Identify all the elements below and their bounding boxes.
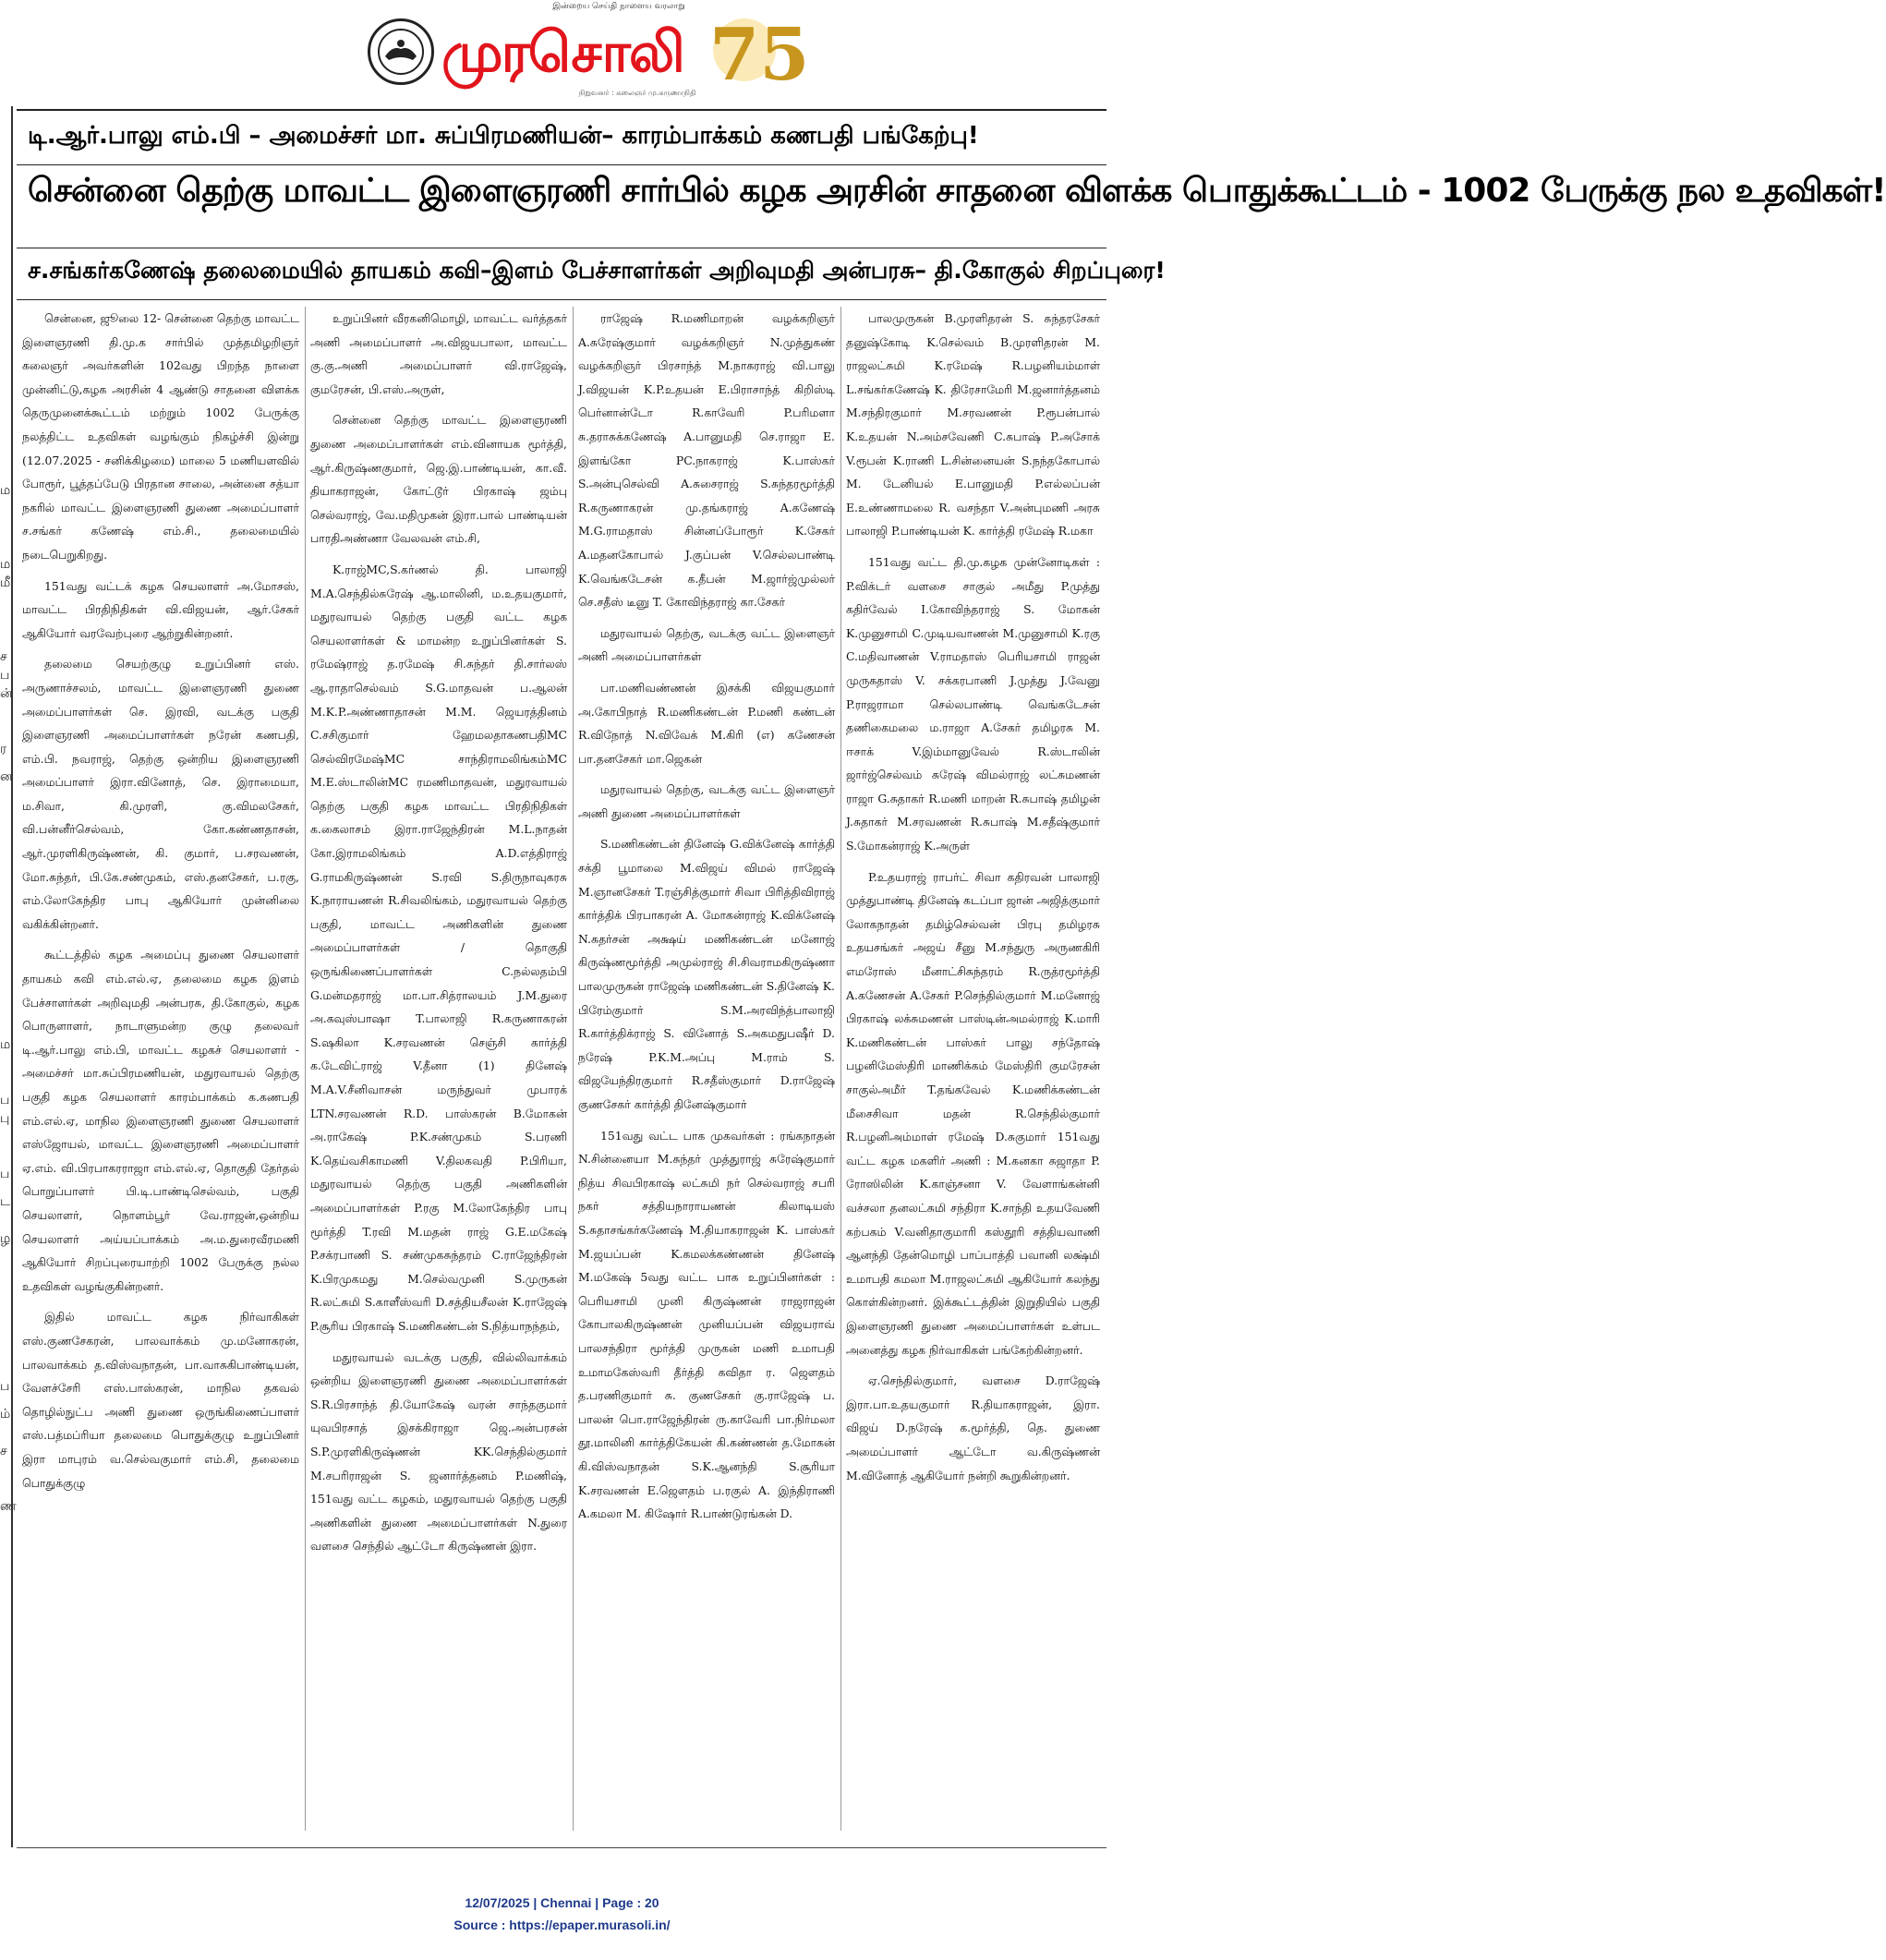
clipped-glyph: மீ [0, 575, 11, 590]
clipped-glyph: ம [0, 483, 11, 498]
clipped-glyph: ன் [0, 686, 13, 701]
article-paragraph: உறுப்பினர் வீரகனிமொழி, மாவட்ட வர்த்தகர் அணி அமைப்பாளர் அ.விஜயபாலா, மாவட்ட கு.கு.அணி அமைப்பாளர் வி.ராஜேஷ், குமரேசன், பி.எஸ்.அருள், [310, 311, 567, 396]
clipped-glyph: ட [0, 1194, 11, 1209]
article-paragraph: ஏ.செந்தில்குமார், வளசை D.ராஜேஷ் இரா.பா.உதயகுமார் R.தியாகராஜன், இரா. விஜய் D.நரேஷ் க.மூர்த்தி, தெ. துணை அமைப்பாளர் ஆட்டோ வ.கிருஷ்ணன் M.வினோத் ஆகியோர் நன்றி கூறுகின்றனர். [846, 1373, 1100, 1482]
clipped-glyph: ச [0, 1444, 7, 1458]
article-paragraph: 151வது வட்ட தி.மு.கழக முன்னோடிகள் : P.விக்டர் வளசை சாகுல் அமீது P.முத்து கதிர்வேல் I.கோவிந்தராஜ் S. மோகன் K.முனுசாமி C.முடியவாணன் M.முனுசாமி K.ரகு C.மதிவாணன் V.ராமதாஸ் பெரியசாமி ராஜன் முருகதாஸ் V. சக்கரபாணி J.முத்து J.வேனு P.ராஜராமா செல்லபாண்டி வெங்கடேசன் தணிகைமலை ம.ராஜா A.சேகர் தமிழரசு M. ஈசாக் V.இம்மானுவேல் R.ஸ்டாலின் ஜார்ஜ்செல்வம் சுரேஷ் விமல்ராஜ் லட்சுமணன் ராஜா G.சுதாகர் R.மணி மாறன் R.சுபாஷ் தமிழன் J.சுதாகர் M.சரவணன் R.சுபாஷ் M.சதீஷ்குமார் S.மோகன்ராஜ் K.அருள் [846, 554, 1100, 853]
page-dateline: 12/07/2025 | Chennai | Page : 20 [465, 1895, 659, 1910]
anniversary-number: 75 [709, 13, 810, 97]
article-paragraph: K.ராஜ்MC,S.கர்ணல் தி. பாலாஜி M.A.செந்தில்சுரேஷ் ஆ.மாலினி, ம.உதயகுமார், மதுரவாயல் தெற்கு பகுதி வட்ட கழக செயலாளர்கள் & மாமன்ற உறுப்பினர்கள் S. ரமேஷ்ராஜ் த.ரமேஷ் சி.சுந்தர் தி.சார்லஸ் ஆ.ராதாசெல்வம் S.G.மாதவன் ப.ஆலன் M.K.P.அண்ணாதாசன் M.M. ஜெயரத்தினம் C.சசிகுமார் ஹேமலதாகணபதிMC செல்விரமேஷ்MC சாந்திராமலிங்கம்MC M.E.ஸ்டாலின்MC ரமணிமாதவன், மதுரவாயல் தெற்கு பகுதி கழக மாவட்ட பிரதிநிதிகள் க.கைலாசம் இரா.ராஜேந்திரன் M.L.நாதன் கோ.இராமலிங்கம் A.D.எத்திராஜ் G.ராமகிருஷ்ணன் S.ரவி S.திருநாவுகரசு K.நாராயணன் R.சிவலிங்கம், மதுரவாயல் தெற்கு பகுதி, மாவட்ட அணிகளின் துணை அமைப்பாளர்கள் / தொகுதி ஒருங்கிணைப்பாளர்கள் C.நல்லதம்பி G.மன்மதராஜ் மா.பா.சித்ராலயம் J.M.துரை அ.கவுஸ்பாஷா T.பாலாஜி R.கருணாகரன் S.ஷகிலா K.சரவணன் செஞ்சி கார்த்தி க.டேவிட்ராஜ் V.தீனா (1) தினேஷ் M.A.V.சீனிவாசன் மருந்துவர் முபாரக் LTN.சரவணன் R.D. பாஸ்கரன் B.மோகன் அ.ராகேஷ் P.K.சண்முகம் S.பரணி K.தெய்வசிகாமணி V.திலகவதி P.பிரியா, மதுரவாயல் தெற்கு பகுதி அணிகளின் அமைப்பாளர்கள் P.ரகு M.லோகேந்திர பாபு மூர்த்தி T.ரவி M.மதன் ராஜ் G.E.மகேஷ் P.சக்ரபாணி S. சண்முகசுந்தரம் C.ராஜேந்திரன் K.பிரமுகமது M.செல்வமுனி S.முருகன் R.லட்சுமி S.காளீஸ்வரி D.சத்தியசீலன் K.ராஜேஷ் P.சூரிய பிரகாஷ் S.மணிகண்டன் S.நித்யாநந்தம், [310, 562, 567, 1333]
headline-divider [17, 164, 1106, 165]
article-paragraph: ராஜேஷ் R.மணிமாறன் வழக்கறிஞர் A.சுரேஷ்குமார் வழக்கறிஞர் N.முத்துகண் வழக்கறிஞர் பிரசாந்த் M.நாகராஜ் வி.பாலு J.விஜயன் K.P.உதயன் E.பிராசாந்த் கிறிஸ்டி பெர்னான்டோ R.காவேரி P.பரிமளா சு.தராசுக்கணேஷ் A.பானுமதி செ.ராஜா E. இளங்கோ PC.நாகராஜ் K.பாஸ்கர் S.அன்புசெல்வி A.சுசைராஜ் S.சுந்தரமூர்த்தி R.கருணாகரன் மு.தங்கராஜ் A.கணேஷ் M.G.ராமதாஸ் சின்னப்போரூர் K.சேகர் A.மதனகோபால் J.குப்பன் V.செல்லபாண்டி K.வெங்கடேசன் க.தீபன் M.ஜார்ஜ்முல்லர் செ.சதீஸ் டீனு T. கோவிந்தராஜ் கா.சேகர் [578, 311, 835, 610]
clipped-glyph: ழ [0, 1231, 11, 1246]
article-paragraph: பா.மணிவண்ணன் இசக்கி விஜயகுமார் அ.கோபிநாத் R.மணிகண்டன் P.மணி கண்டன் R.விநோத் N.விவேக் M.கிரி (எ) கணேசன் பா.தனசேகர் மா.ஜெகன் [578, 680, 835, 766]
clipped-adjacent-column [0, 106, 17, 1847]
article-paragraph: 151வது வட்டக் கழக செயலாளர் அ.மோசஸ், மாவட்ட பிரதிநிதிகள் வி.விஜயன், ஆர்.சேகர் ஆகியோர் வரவேற்புரை ஆற்றுகின்றனர். [22, 578, 299, 640]
column-divider [305, 307, 306, 1831]
clipped-glyph: ர [0, 742, 7, 756]
article-paragraph: மதுரவாயல் வடக்கு பகுதி, வில்லிவாக்கம் ஒன்றிய இளைஞரணி துணை அமைப்பாளர்கள் S.R.பிரசாந்த் தி.யோகேஷ் வரன் சாந்தகுமார் யுவபிரசாத் இசக்கிராஜா ஜெ.அன்பரசன் S.P.முரளிகிருஷ்ணன் KK.செந்தில்குமார் M.சபரிராஜன் S. ஜனார்த்தனம் P.மணிஷ், 151வது வட்ட கழகம், மதுரவாயல் தெற்கு பகுதி அணிகளின் துணை அமைப்பாளர்கள் N.துரை வளசை செந்தில் ஆட்டோ கிருஷ்ணன் இரா. [310, 1349, 567, 1554]
article-paragraph: S.மணிகண்டன் தினேஷ் G.விக்னேஷ் கார்த்தி சக்தி பூமாலை M.விஜய் விமல் ராஜேஷ் M.ஞானசேகர் T.ரஞ்சித்குமார் சிவா பிரித்திவிராஜ் கார்த்திக் பிரபாகரன் A. மோகன்ராஜ் K.விக்னேஷ் N.சுதர்சன் அக்ஷய் மணிகண்டன் மனோஜ் கிருஷ்ணமூர்த்தி அமுல்ராஜ் சி.சிவராமகிருஷ்ணா பாலமுருகன் ராஜேஷ் மணிகண்டன் S.தினேஷ் K. பிரேம்குமார் S.M.அரவிந்த்பாலாஜி R.கார்த்திக்ராஜ் S. வினோத் S.அகமதுபஷீர் D. நரேஷ் P.K.M.அப்பு M.ராம் S. விஜயேந்திரகுமார் R.சதீஸ்குமார் D.ராஜேஷ் குணசேகர் கார்த்தி தினேஷ்குமார் [578, 837, 835, 1111]
newspaper-name: முரசொலி [441, 20, 683, 85]
article-paragraph: 151வது வட்ட பாக முகவர்கள் : ரங்கநாதன் N.சின்னையா M.சுந்தர் முத்துராஜ் சுரேஷ்குமார் நித்ய சிவபிரகாஷ் லட்சுமி நர் செல்வராஜ் சபரி நகர் சத்தியநாராயணன் கிலாடியஸ் S.சுதாசங்கர்கணேஷ் M.தியாகராஜன் K. பாஸ்கர் M.ஜயப்பன் K.கமலக்கண்ணன் தினேஷ் M.மகேஷ் 5வது வட்ட பாக உறுப்பினர்கள் : பெரியசாமி முனி கிருஷ்ணன் ராஜராஜன் கோபாலகிருஷ்ணன் முனியப்பன் விஜயராவ் பாலசந்திரா மூர்த்தி முருகன் மணி உமாபதி உமாமகேஸ்வரி தீர்த்தி கவிதா ர. ஜெளதம் த.பரணிகுமார் சு. குணசேகர் கு.ராஜேஷ் ப. பாலன் பொ.ராஜேந்திரன் ரு.காவேரி பா.நிர்மலா தூ.மாலினி கார்த்திகேயன் கி.கண்ணன் த.மோகன் கி.விஸ்வநாதன் S.K.ஆனந்தி S.சூரியா K.சரவணன் E.ஜெளதம் ப.ரகுல் A. இந்திராணி A.கமலா M. கிஷோர் R.பாண்டுரங்கன் D. [578, 1128, 835, 1521]
column-divider [573, 307, 574, 1831]
headline-kicker: டி.ஆர்.பாலு எம்.பி – அமைச்சர் மா. சுப்பிரமணியன்– காரம்பாக்கம் கணபதி பங்கேற்பு! [28, 122, 979, 150]
anniversary-75-badge [702, 4, 810, 97]
article-paragraph: சென்னை தெற்கு மாவட்ட இளைஞரணி துணை அமைப்பாளர்கள் எம்.வினாயக மூர்த்தி, ஆர்.கிருஷ்ணகுமார், ஜெ.இ.பாண்டியன், கா.வீ. தியாகராஜன், கோட்டூர் பிரகாஷ் ஜம்பு செல்வராஜ், வே.மதிமுகன் இரா.பால் பாண்டியன் பாரதிஅண்ணா வேலவன் எம்.சி, [310, 413, 567, 546]
article-column-1 [22, 307, 299, 1840]
article-paragraph: சென்னை, ஜூலை 12- சென்னை தெற்கு மாவட்ட இளைஞரணி தி.மு.க சார்பில் முத்தமிழறிஞர் கலைஞர் அவர்களின் 102வது பிறந்த நாளை முன்னிட்டு,கழக அரசின் 4 ஆண்டு சாதனை விளக்க தெருமுனைக்கூட்டம் மற்றும் 1002 பேருக்கு நலத்திட்ட உதவிகள் வழங்கும் நிகழ்ச்சி இன்று (12.07.2025 - சனிக்கிழமை) மாலை 5 மணியளவில் போரூர், பூத்தப்பேடு பிரதான சாலை, அன்னை சத்யா நகரில் மாவட்ட இளைஞரணி துணை அமைப்பாளர் ச.சங்கர் கணேஷ் எம்.சி., தலைமையில் நடைபெறுகிறது. [22, 311, 299, 562]
masthead-founder-line: நிறுவனர் : கலைஞர் மு.கருணாநிதி [578, 89, 696, 97]
main-headline: சென்னை தெற்கு மாவட்ட இளைஞரணி சார்பில் கழக அரசின் சாதனை விளக்க பொதுக்கூட்டம் - 1002 பேருக்கு நல உதவிகள்! [28, 172, 1886, 210]
article-paragraph: பாலமுருகன் B.முரளிதரன் S. சுந்தரசேகர் தனுஷ்கோடி K.செல்வம் B.முரளிதரன் M. ராஜலட்சுமி K.ரமேஷ் R.பழனியம்மாள் L.சங்கர்கணேஷ் K. திரேசாமேரி M.ஜனார்த்தனம் M.சந்திரகுமார் M.சரவணன் P.ரூபன்பால் K.உதயன் N.அம்சவேணி C.சுபாஷ் P.அசோக் V.ரூபன் K.ராணி L.சின்னையன் S.நந்தகோபால் M. டேனியல் E.பானுமதி P.எல்லப்பன் E.உண்ணாமலை R. வசந்தா V.அன்புமணி அரசு பாலாஜி P.பாண்டியன் K. கார்த்தி ரமேஷ் R.மகா [846, 311, 1100, 538]
masthead-tagline: இன்றைய செய்தி நாளைய வரலாறு [552, 2, 685, 11]
clipped-glyph: ம [0, 1037, 11, 1052]
article-paragraph: P.உதயராஜ் ராபர்ட் சிவா கதிரவன் பாலாஜி முத்துபாண்டி தினேஷ் கடப்பா ஜான் அஜித்குமார் லோகநாதன் தமிழ்செல்வன் பிரபு தமிழரசு உதயசங்கர் அஜய் சீனு M.சந்துரு அருணகிரி எமரோஸ் மீனாட்சிசுந்தரம் R.ருத்ரமூர்த்தி A.கணேசன் A.சேகர் P.செந்தில்குமார் M.மனோஜ் பிரகாஷ் லக்சுமணன் பாஸ்டின்அமல்ராஜ் K.மாரி K.மணிகண்டன் பாஸ்கர் பாலு சந்தோஷ் பழனிமேஸ்திரி மாணிக்கம் மேஸ்திரி குமரேசன் சாகுல்அமீர் T.தங்கவேல் K.மணிக்கண்டன் மீசைசிவா மதன் R.செந்தில்குமார் R.பழனிஅம்மாள் ரமேஷ் D.சுகுமார் 151வது வட்ட கழக மகளிர் அணி : M.கனகா சுஜாதா P. ரோஸிலின் K.காஞ்சனா V. வேளாங்கன்னி வச்சலா தனலட்சுமி சந்திரா K.சாந்தி உதயவேணி கற்பகம் V.வனிதாகுமாரி கஸ்தூரி சத்தியவாணி ஆனந்தி தேன்மொழி பாப்பாத்தி பவானி லக்ஷ்மி உமாபதி கமலா M.ராஜலட்சுமி ஆகியோர் கலந்து கொள்கின்றனர். இக்கூட்டத்தின் இறுதியில் பகுதி இளைஞரணி துணை அமைப்பாளர்கள் உள்பட அனைத்து கழக நிர்வாகிகள் பங்கேற்கின்றனர். [846, 869, 1100, 1357]
clipped-glyph: ப [0, 1167, 10, 1181]
source-link[interactable]: Source : https://epaper.murasoli.in/ [453, 1918, 671, 1932]
clipped-glyph: பு [0, 1111, 10, 1126]
page-bottom-rule [17, 1847, 1106, 1848]
clipped-glyph: ம [0, 557, 11, 572]
clipped-glyph: ப [0, 668, 10, 683]
party-emblem-icon [368, 18, 434, 85]
masthead-rule [17, 109, 1106, 111]
clipped-glyph: ச [0, 649, 7, 664]
article-column-4 [846, 307, 1100, 1840]
clipped-glyph: ம் [0, 1407, 11, 1422]
clipped-glyph: ப [0, 1379, 10, 1394]
clipped-glyph: ன [0, 769, 13, 784]
clipped-glyph: ப [0, 1093, 10, 1107]
article-paragraph: மதுரவாயல் தெற்கு, வடக்கு வட்ட இளைஞர் அணி அமைப்பாளர்கள் [578, 625, 835, 664]
clipped-glyph: ண [0, 1499, 17, 1514]
article-column-3 [578, 307, 835, 1840]
article-paragraph: கூட்டத்தில் கழக அமைப்பு துணை செயலாளர் தாயகம் கவி எம்.எல்.ஏ, தலைமை கழக இளம் பேச்சாளர்கள் அறிவுமதி அன்பரசு, தி.கோகுல், கழக பொருளாளர், நாடாளுமன்ற குழு தலைவர் டி.ஆர்.பாலு எம்.பி, மாவட்ட கழகச் செயலாளர் - அமைச்சர் மா.சுப்பிரமணியன், மதுரவாயல் தெற்கு பகுதி கழக செயலாளர் காரம்பாக்கம் க.கணபதி எம்.எல்.ஏ, மாநில இளைஞரணி துணை செயலாளர் எஸ்ஜோயல், மாவட்ட இளைஞரணி அமைப்பாளர் ஏ.எம். வி.பிரபாகரராஜா எம்.எல்.ஏ, தொகுதி தேர்தல் பொறுப்பாளர் பி.டி.பாண்டிசெல்வம், பகுதி செயலாளர், நொளம்பூர் வே.ராஜன்,ஒன்றிய செயலாளர் அய்யப்பாக்கம் அ.ம.துரைவீரமணி ஆகியோர் சிறப்புரையாற்றி 1002 பேருக்கு நல்ல உதவிகள் வழங்குகின்றனர். [22, 948, 299, 1293]
article-paragraph: தலைமை செயற்குழு உறுப்பினர் எஸ். அருணாச்சலம், மாவட்ட இளைஞரணி துணை அமைப்பாளர்கள் செ. இரவி, வடக்கு பகுதி இளைஞரணி அமைப்பாளர்கள் நரேன் கணபதி, எம்.பி. நவராஜ், தெற்கு ஒன்றிய இளைஞரணி அமைப்பாளர் இரா.வினோத், செ. இராமையா, ம.சிவா, கி.முரளி, கு.விமலசேகர், வி.பன்னீர்செல்வம், கோ.கண்ணதாசன், ஆர்.முரளிகிருஷ்ணன், கி. குமார், ப.சரவணன், மோ.சுந்தர், பி.கே.சண்முகம், எஸ்.தனசேகர், ப.ரகு, எம்.லோகேந்திர பாபு ஆகியோர் முன்னிலை வகிக்கின்றனர். [22, 657, 299, 931]
sub-headline: ச.சங்கர்கணேஷ் தலைமையில் தாயகம் கவி–இளம் பேச்சாளர்கள் அறிவுமதி அன்பரசு– தி.கோகுல் சிறப்புரை! [28, 257, 1166, 284]
article-column-2 [310, 307, 567, 1840]
headline-divider [17, 299, 1106, 300]
column-divider [840, 307, 841, 1831]
article-paragraph: மதுரவாயல் தெற்கு, வடக்கு வட்ட இளைஞர் அணி துணை அமைப்பாளர்கள் [578, 782, 835, 820]
article-paragraph: இதில் மாவட்ட கழக நிர்வாகிகள் எஸ்.குணசேகரன், பாலவாக்கம் மு.மனோகரன், பாலவாக்கம் த.விஸ்வநாதன், பா.வாசுகிபாண்டியன், வேளச்சேரி எஸ்.பாஸ்கரன், மாநில தகவல் தொழில்நுட்ப அணி துணை ஒருங்கிணைப்பாளர் எஸ்.பத்மப்ரியா தலைமை பொதுக்குழு உறுப்பினர் இரா மாபுரம் வ.செல்வகுமார் எம்.சி, தலைமை பொதுக்குழு [22, 1310, 299, 1490]
